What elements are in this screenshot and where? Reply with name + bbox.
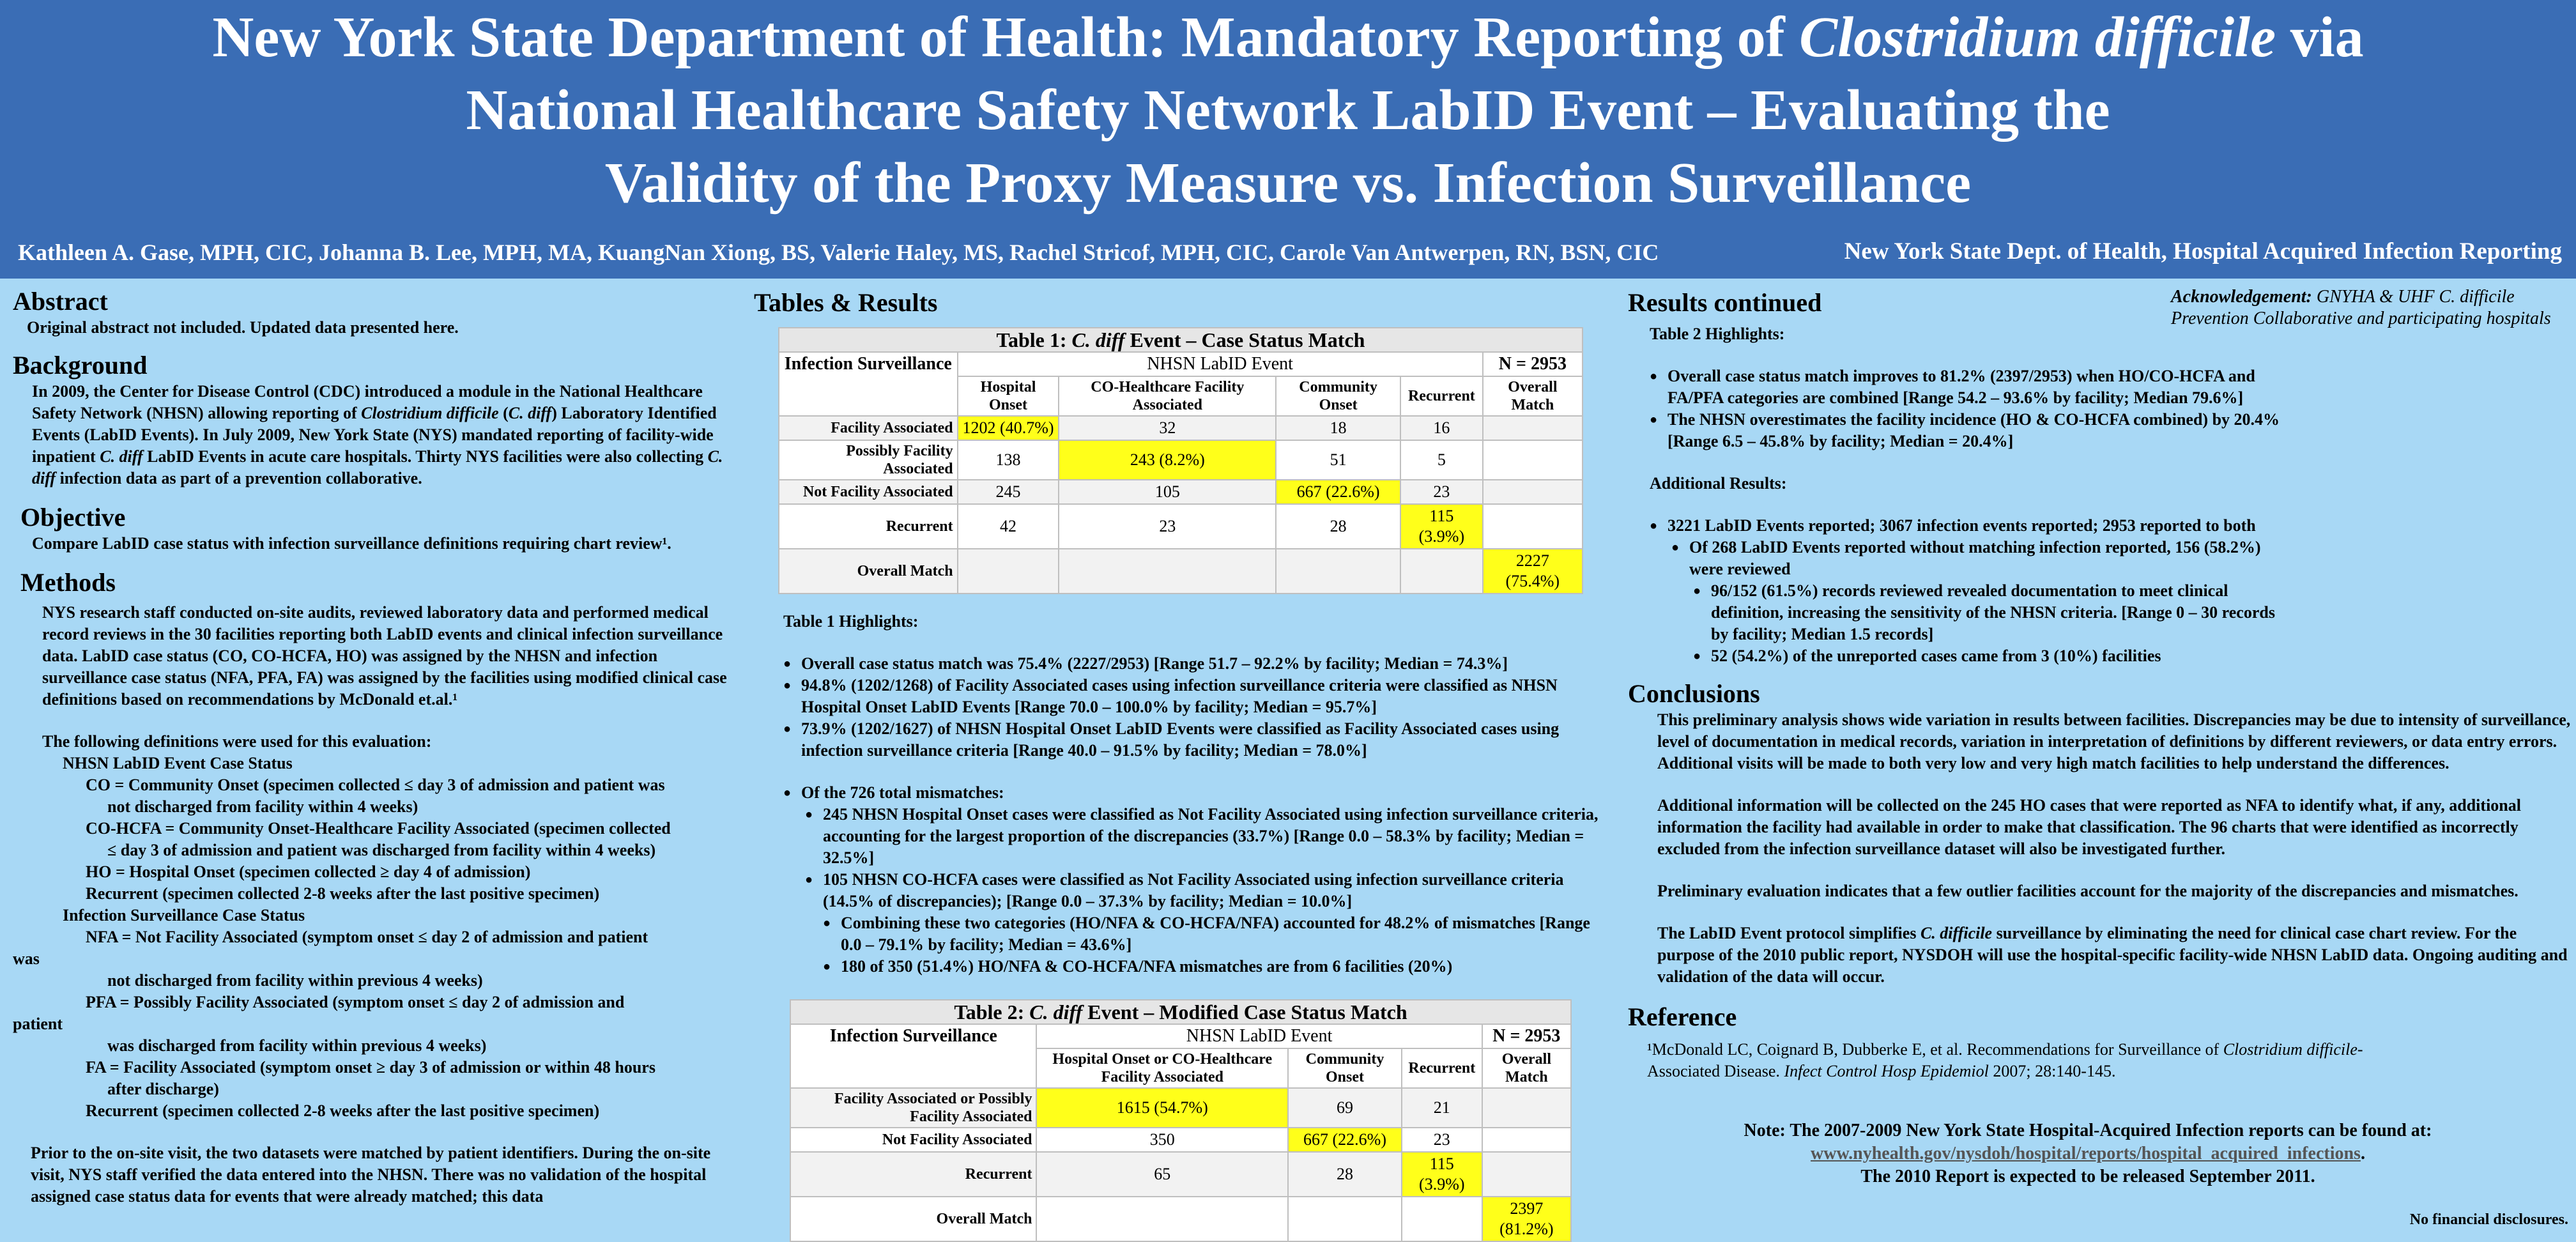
table1-cell: [1483, 504, 1583, 549]
table1-row-label: Possibly Facility Associated: [779, 440, 958, 480]
table2-cell: [1036, 1197, 1288, 1241]
def-nfa-wrap: was: [13, 949, 40, 968]
mismatch-list: [783, 782, 1604, 804]
methods-heading: Methods: [20, 568, 116, 597]
text-run: C. diff: [508, 404, 552, 422]
table1-cell: [1483, 480, 1583, 504]
t1h-item: ● Overall case status match was 75.4% (2227/2953) [Range 51.7 – 92.2% by facility; Median = 74.3%]: [801, 653, 1604, 675]
table2-cell: [1482, 1128, 1571, 1152]
table2-cell: [1482, 1152, 1571, 1197]
caption-run: Event – Modified Case Status Match: [1082, 1000, 1407, 1023]
t1h-item: ● 94.8% (1202/1268) of Facility Associated cases using infection surveillance criteria were classified as NHSN Hospital Onset LabID Events [Range 70.0 – 100.0% by facility; Median = 95.7%]: [801, 675, 1604, 718]
text-run: .: [2360, 1144, 2365, 1163]
table1-cell: 245: [958, 480, 1059, 504]
table2-corner: Infection Surveillance: [790, 1024, 1036, 1088]
mismatch-item: ● 105 NHSN CO-HCFA cases were classified as Not Facility Associated using infection surveillance criteria (14.5% of discrepancies); [Range 0.0 – 37.3% by facility; Median = 10.0%]: [823, 869, 1604, 912]
t2h-heading: Table 2 Highlights:: [1650, 325, 1785, 343]
background-heading: Background: [13, 351, 148, 379]
table2-cell: 115 (3.9%): [1402, 1152, 1482, 1197]
table1-highlights: [754, 611, 1604, 977]
table2-group-header: NHSN LabID Event: [1036, 1024, 1482, 1048]
table2-cell: 667 (22.6%): [1288, 1128, 1402, 1152]
table2-cell: 1615 (54.7%): [1036, 1088, 1288, 1128]
title-line-2: National Healthcare Safety Network LabID Event – Evaluating the: [466, 79, 2110, 142]
table2-cell: 28: [1288, 1152, 1402, 1197]
text-run: In 2009, the Center for Disease Control (CDC) introduced a module in the National Healthcare Safety Network (NHSN) allowing reporting of: [32, 382, 703, 422]
table1-cell: 16: [1400, 416, 1483, 440]
def-ho: HO = Hospital Onset (specimen collected ≥ day 4 of admission): [86, 862, 531, 881]
def-fa-cont: after discharge): [107, 1080, 219, 1098]
table1-cell: 42: [958, 504, 1059, 549]
ack-text: GNYHA & UHF C. difficile Prevention Collaborative and participating hospitals: [2171, 287, 2551, 328]
text-run: ) Laboratory Identified Events (LabID Events). In July 2009, New York State (NYS) mandated reporting of facility-wide inpatient: [32, 404, 717, 466]
mismatch-item: ● 180 of 350 (51.4%) HO/NFA & CO-HCFA/NFA mismatches are from 6 facilities (20%): [841, 956, 1604, 977]
acknowledgement: [2171, 286, 2567, 330]
methods-p3: Prior to the on-site visit, the two datasets were matched by patient identifiers. During the on-site visit, NYS staff verified the data entered into the NHSN. There was no validation of the hospital assigned case status data for events that were already matched; this data: [31, 1144, 711, 1206]
caption-run: C. diff: [1029, 1000, 1083, 1023]
table1-row-label: Not Facility Associated: [779, 480, 958, 504]
additional-list: [1650, 515, 2288, 537]
def-cohcfa: CO-HCFA = Community Onset-Healthcare Facility Associated (specimen collected: [86, 819, 671, 838]
additional-item: ● Of 268 LabID Events reported without matching infection reported, 156 (58.2%) were reviewed: [1689, 537, 2288, 580]
abstract-text: Original abstract not included. Updated data presented here.: [27, 318, 459, 337]
table1-col-header: Recurrent: [1400, 376, 1483, 416]
table1-cell: [1400, 549, 1483, 594]
poster-title: [0, 1, 2576, 220]
table2-col-header: Community Onset: [1288, 1048, 1402, 1088]
table1-cell: [1483, 416, 1583, 440]
text-run: C. diff: [100, 447, 143, 466]
additional-item: ● 96/152 (61.5%) records reviewed revealed documentation to meet clinical definition, increasing the sensitivity of the NHSN criteria. [Range 0 – 30 records by facility; Median 1.5 records]: [1711, 580, 2288, 645]
text-run: 2007; 28:140-145.: [1988, 1062, 2116, 1080]
caption-run: C. diff: [1071, 328, 1125, 351]
table2-caption: [790, 1000, 1571, 1024]
table1-cell: 2227 (75.4%): [1483, 549, 1583, 594]
table1-cell: [958, 549, 1059, 594]
report-link[interactable]: www.nyhealth.gov/nysdoh/hospital/reports/hospital_acquired_infections: [1811, 1144, 2361, 1163]
table2-col-header: Hospital Onset or CO-Healthcare Facility Associated: [1036, 1048, 1288, 1088]
conclusions-p1: This preliminary analysis shows wide variation in results between facilities. Discrepancies may be due to intensity of surveillance, level of documentation in medical records, variation in interpretation of definitions by different reviewers, or data entry errors. Additional visits will be made to both very low and very high match facilities to help understand the differences.: [1657, 710, 2571, 772]
table1-cell: 32: [1059, 416, 1276, 440]
additional-subsublist: [1650, 580, 2288, 667]
table1-cell: [1483, 440, 1583, 480]
text-run: infection data as part of a prevention collaborative.: [56, 469, 422, 487]
caption-run: Event – Case Status Match: [1124, 328, 1365, 351]
table1-cell: 18: [1276, 416, 1400, 440]
table2-row-label: Overall Match: [790, 1197, 1036, 1241]
text-run: ¹McDonald LC, Coignard B, Dubberke E, et al. Recommendations for Surveillance of: [1647, 1040, 2223, 1059]
table2-cell: 21: [1402, 1088, 1482, 1128]
t2h-item: ● Overall case status match improves to 81.2% (2397/2953) when HO/CO-HCFA and FA/PFA categories are combined [Range 54.2 – 93.6% by facility; Median 79.6%]: [1667, 365, 2288, 409]
affiliation: New York State Dept. of Health, Hospital Acquired Infection Reporting: [1844, 238, 2562, 264]
table1-cell: 23: [1400, 480, 1483, 504]
header-banner: [0, 0, 2576, 279]
table1-cell: 243 (8.2%): [1059, 440, 1276, 480]
mismatch-item: ● 245 NHSN Hospital Onset cases were classified as Not Facility Associated using infection surveillance criteria, accounting for the largest proportion of the discrepancies (33.7%) [Range 0.0 – 58.3% by facility; Median = 32.5%]: [823, 804, 1604, 869]
table1-cell: 51: [1276, 440, 1400, 480]
text-run: Infect Control Hosp Epidemiol: [1784, 1062, 1989, 1080]
mismatch-item: ● Combining these two categories (HO/NFA & CO-HCFA/NFA) accounted for 48.2% of mismatches [Range 0.0 – 79.1% by facility; Median = 43.6%]: [841, 912, 1604, 956]
conclusions-p2: Additional information will be collected on the 245 HO cases that were reported as NFA to identify what, if any, additional information the facility had available in order to make that classification. The 96 charts that were identified as incorrectly excluded from the infection surveillance dataset will also be investigated further.: [1657, 796, 2521, 858]
table1-caption: [779, 328, 1583, 352]
table2-cell: 69: [1288, 1088, 1402, 1128]
caption-run: Table 1:: [996, 328, 1072, 351]
table1-cell: 138: [958, 440, 1059, 480]
caption-run: Table 2:: [954, 1000, 1030, 1023]
def-pfa-cont: was discharged from facility within previous 4 weeks): [107, 1036, 487, 1055]
abstract-heading: Abstract: [13, 287, 108, 316]
t2h-item: ● The NHSN overestimates the facility incidence (HO & CO-HCFA combined) by 20.4% [Range 6.5 – 45.8% by facility; Median = 20.4%]: [1667, 409, 2288, 452]
results-continued-heading: Results continued: [1628, 288, 1822, 317]
title-part: New York State Department of Health: Mandatory Reporting of: [212, 6, 1800, 69]
report-note: [1628, 1119, 2548, 1188]
t2h-list: [1650, 365, 2288, 452]
nhsn-status-heading: NHSN LabID Event Case Status: [63, 754, 293, 772]
table2-cell: 2397 (81.2%): [1482, 1197, 1571, 1241]
table2-cell: 350: [1036, 1128, 1288, 1152]
additional-item: ● 52 (54.2%) of the unreported cases came from 3 (10%) facilities: [1711, 645, 2288, 667]
results-continued-body: [1628, 323, 2288, 667]
additional-sublist: [1650, 537, 2288, 580]
no-financial-disclosures: No financial disclosures.: [2409, 1211, 2568, 1228]
infection-status-heading: Infection Surveillance Case Status: [63, 906, 305, 924]
note-line-1: Note: The 2007-2009 New York State Hospital-Acquired Infection reports can be found at:: [1744, 1121, 2432, 1140]
table2-cell: [1402, 1197, 1482, 1241]
conclusions-p3: Preliminary evaluation indicates that a few outlier facilities account for the majority of the discrepancies and mismatches.: [1657, 882, 2518, 900]
tables-results-heading: Tables & Results: [754, 288, 938, 317]
methods-p2: The following definitions were used for this evaluation:: [42, 732, 432, 751]
table2-cell: 23: [1402, 1128, 1482, 1152]
text-run: C. difficile: [1920, 924, 1993, 942]
def-nfa: NFA = Not Facility Associated (symptom onset ≤ day 2 of admission and patient: [86, 928, 648, 946]
table1-cell: 23: [1059, 504, 1276, 549]
table2-row-label: Not Facility Associated: [790, 1128, 1036, 1152]
table2-n: N = 2953: [1482, 1024, 1571, 1048]
conclusions-heading: Conclusions: [1628, 679, 1760, 708]
table2-wrap: [790, 999, 1572, 1242]
text-run: The LabID Event protocol simplifies: [1657, 924, 1920, 942]
background-text: [13, 381, 728, 489]
table2-cell: 65: [1036, 1152, 1288, 1197]
table1-n: N = 2953: [1483, 352, 1583, 376]
t1h-heading: Table 1 Highlights:: [783, 612, 919, 631]
mismatch-subsublist: [783, 912, 1604, 977]
conclusions-p4: [1657, 923, 2571, 988]
table1-row-label: Overall Match: [779, 549, 958, 594]
text-run: LabID Events in acute care hospitals. Thirty NYS facilities were also collecting: [142, 447, 708, 466]
additional-heading: Additional Results:: [1650, 474, 1787, 493]
table1-cell: 667 (22.6%): [1276, 480, 1400, 504]
table1-row-label: Recurrent: [779, 504, 958, 549]
table1-col-header: Overall Match: [1483, 376, 1583, 416]
table1-col-header: Community Onset: [1276, 376, 1400, 416]
table1-cell: 115 (3.9%): [1400, 504, 1483, 549]
def-nfa-cont: not discharged from facility within previous 4 weeks): [107, 971, 483, 990]
def-recurrent: Recurrent (specimen collected 2-8 weeks after the last positive specimen): [86, 884, 600, 903]
reference-text: [1628, 1039, 2414, 1082]
def-co-cont: not discharged from facility within 4 weeks): [107, 797, 418, 816]
note-line-3: The 2010 Report is expected to be released September 2011.: [1860, 1167, 2315, 1186]
def-pfa: PFA = Possibly Facility Associated (symptom onset ≤ day 2 of admission and: [86, 993, 625, 1011]
note-line-2: [1628, 1142, 2548, 1165]
title-part: via: [2276, 6, 2364, 69]
table1-col-header: CO-Healthcare Facility Associated: [1059, 376, 1276, 416]
text-run: C. diff: [32, 447, 723, 487]
table-1: [778, 327, 1583, 594]
table2-row-label: Facility Associated or Possibly Facility Associated: [790, 1088, 1036, 1128]
text-run: -Associated Disease.: [1647, 1040, 2363, 1080]
ack-label: Acknowledgement:: [2171, 287, 2312, 307]
objective-text: Compare LabID case status with infection surveillance definitions requiring chart review¹.: [32, 534, 671, 553]
conclusions-body: [1628, 709, 2571, 988]
table2-cell: [1288, 1197, 1402, 1241]
mismatch-sublist: [783, 804, 1604, 912]
text-run: Clostridium difficile: [361, 404, 499, 422]
table1-group-header: NHSN LabID Event: [958, 352, 1483, 376]
objective-heading: Objective: [20, 503, 126, 532]
reference-heading: Reference: [1628, 1002, 1737, 1031]
table1-corner: Infection Surveillance: [779, 352, 958, 416]
table1-row-label: Facility Associated: [779, 416, 958, 440]
table1-cell: [1276, 549, 1400, 594]
column-middle: [754, 286, 1604, 1238]
table2-col-header: Overall Match: [1482, 1048, 1571, 1088]
methods-p1: NYS research staff conducted on-site audits, reviewed laboratory data and performed medical record reviews in the 30 facilities reporting both LabID events and clinical infection surveillance data. LabID case status (CO, CO-HCFA, HO) was assigned by the NHSN and infection surveillance case status (NFA, PFA, FA) was assigned by the facilities using modified clinical case definitions based on recommendations by McDonald et.al.¹: [42, 603, 727, 709]
def-co: CO = Community Onset (specimen collected ≤ day 3 of admission and patient was: [86, 776, 665, 794]
t1h-list: [783, 653, 1604, 762]
methods-body: [13, 602, 728, 1208]
text-run: (: [498, 404, 509, 422]
t1h-item: ● 73.9% (1202/1627) of NHSN Hospital Onset LabID Events were classified as Facility Associated cases using infection surveillance criteria [Range 40.0 – 91.5% by facility; Median = 78.0%]: [801, 718, 1604, 762]
authors: Kathleen A. Gase, MPH, CIC, Johanna B. Lee, MPH, MA, KuangNan Xiong, BS, Valerie Haley, MS, Rachel Stricof, MPH, CIC, Carole Van Antwerpen, RN, BSN, CIC: [18, 240, 1659, 265]
table2-cell: [1482, 1088, 1571, 1128]
def-pfa-wrap: patient: [13, 1015, 63, 1033]
def-fa: FA = Facility Associated (symptom onset ≥ day 3 of admission or within 48 hours: [86, 1058, 656, 1077]
column-right: [1628, 286, 2571, 1238]
def-recurrent-2: Recurrent (specimen collected 2-8 weeks after the last positive specimen): [86, 1101, 600, 1120]
column-left: [13, 286, 728, 1238]
table2-row-label: Recurrent: [790, 1152, 1036, 1197]
table1-cell: [1059, 549, 1276, 594]
table-2: [790, 999, 1572, 1242]
text-run: Clostridium difficile: [2223, 1040, 2358, 1059]
table1-col-header: Hospital Onset: [958, 376, 1059, 416]
table2-col-header: Recurrent: [1402, 1048, 1482, 1088]
title-italic-part: Clostridium difficile: [1799, 6, 2276, 69]
table1-cell: 28: [1276, 504, 1400, 549]
table1-cell: 1202 (40.7%): [958, 416, 1059, 440]
def-cohcfa-cont: ≤ day 3 of admission and patient was discharged from facility within 4 weeks): [107, 841, 656, 859]
table1-cell: 105: [1059, 480, 1276, 504]
additional-item: ● 3221 LabID Events reported; 3067 infection events reported; 2953 reported to both: [1667, 515, 2288, 537]
mismatch-heading: ● Of the 726 total mismatches:: [801, 782, 1604, 804]
title-line-3: Validity of the Proxy Measure vs. Infection Surveillance: [604, 151, 1972, 215]
table1-wrap: [778, 327, 1583, 594]
table1-cell: 5: [1400, 440, 1483, 480]
text-run: surveillance by eliminating the need for clinical case chart review. For the purpose of the 2010 public report, NYSDOH will use the hospital-specific facility-wide NHSN LabID data. Ongoing auditing and validation of the data will occur.: [1657, 924, 2568, 986]
